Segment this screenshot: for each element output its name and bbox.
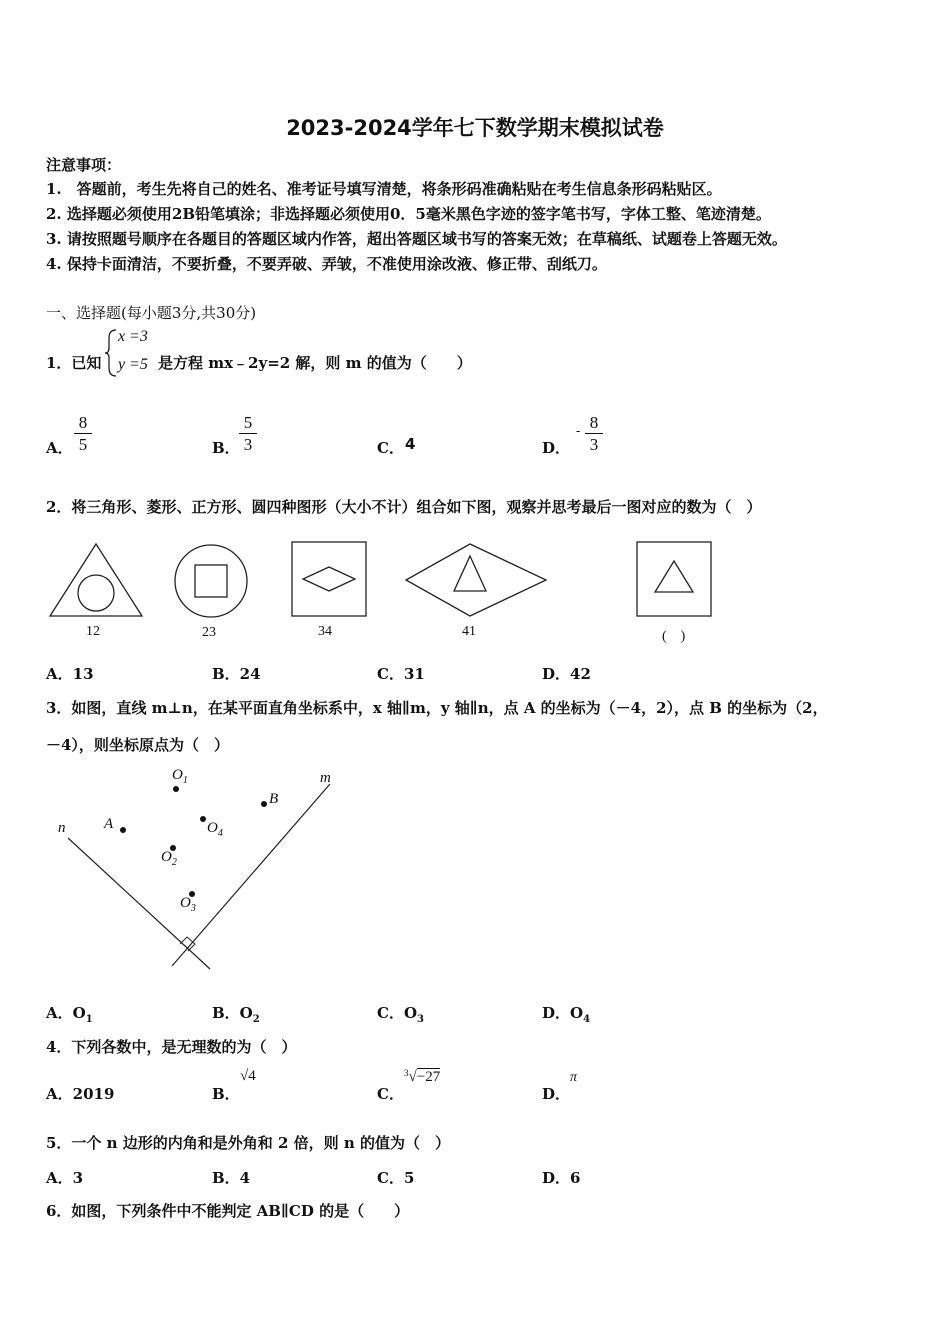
q3-label-o3-sub: 3 [190, 903, 196, 914]
notice-item-3: 3. 请按照题号顺序在各题目的答题区域内作答，超出答题区域书写的答案无效；在草稿纸、试题卷上答题无效。 [46, 230, 787, 248]
q2-figure-square-triangle [637, 542, 711, 616]
q3-figure [50, 766, 350, 976]
q4-option-d-expr: π [570, 1070, 578, 1085]
q2-figure-label-1: 12 [86, 624, 100, 639]
q1-b-num: 5 [243, 413, 253, 432]
q3-label-o1-letter: O [172, 767, 183, 783]
q1-b-den: 3 [239, 433, 257, 455]
q4-option-c-expr [404, 1068, 440, 1086]
q3-label-a: A [104, 816, 114, 832]
q2-figure-square-diamond [292, 542, 366, 616]
q4-option-c-index: 3 [404, 1068, 409, 1078]
q1-option-c-label: C． [377, 439, 404, 457]
q3-option-c [377, 1002, 424, 1025]
notice-item-2: 2. 选择题必须使用2B铅笔填涂；非选择题必须使用0．5毫米黑色字迹的签字笔书写，字体工整、笔迹清楚。 [46, 205, 771, 223]
q3-point-b [261, 801, 267, 807]
q3-line-m [172, 784, 330, 966]
q4-option-a: A．2019 [46, 1085, 115, 1103]
q1-option-c-value: 4 [405, 435, 416, 453]
page-title: 2023-2024学年七下数学期末模拟试卷 [286, 116, 664, 140]
q1-brace [104, 328, 118, 378]
q6-text: 6．如图，下列条件中不能判定 AB∥CD 的是（ ） [46, 1202, 410, 1220]
q3-label-n: n [58, 820, 66, 836]
q3-label-o4 [207, 820, 223, 839]
q1-suffix: 是方程 mx﹣2y=2 解，则 m 的值为（ ） [158, 354, 472, 372]
q3-option-c-sub: 3 [417, 1014, 424, 1025]
q1-d-den: 3 [585, 433, 603, 455]
q5-option-b: B．4 [212, 1169, 251, 1187]
q3-point-o1 [173, 786, 179, 792]
q3-option-b-label: B．O [212, 1004, 253, 1022]
q2-option-c: C．31 [377, 665, 425, 683]
q4-option-c-radicand: −27 [416, 1069, 441, 1085]
q1-a-num: 8 [78, 413, 88, 432]
q1-eq1: x =3 [118, 328, 148, 345]
q3-label-b: B [269, 791, 279, 807]
q1-option-a-label: A． [46, 439, 73, 457]
q2-figure-label-4: 41 [462, 624, 476, 639]
section-heading: 一、选择题(每小题3分,共30分) [46, 304, 257, 322]
q3-text-line2: －4），则坐标原点为（ ） [46, 736, 229, 754]
q2-text: 2．将三角形、菱形、正方形、圆四种图形（大小不计）组合如下图，观察并思考最后一图对应的数为（ ） [46, 498, 762, 516]
q5-text: 5．一个 n 边形的内角和是外角和 2 倍，则 n 的值为（ ） [46, 1134, 451, 1152]
q2-option-b: B．24 [212, 665, 261, 683]
q2-figure-row [46, 536, 726, 646]
q4-option-d-label: D． [542, 1085, 571, 1103]
q2-figure-diamond-triangle [406, 544, 546, 616]
q1-option-b-fraction [239, 412, 257, 455]
q2-figure-label-3: 34 [318, 624, 332, 639]
q1-option-d-label: D． [542, 439, 571, 457]
q3-point-a [120, 827, 126, 833]
q3-label-o4-sub: 4 [217, 828, 223, 839]
q3-option-d-label: D．O [542, 1004, 584, 1022]
q3-option-c-label: C．O [377, 1004, 418, 1022]
q3-option-d [542, 1002, 590, 1025]
q4-option-c-radical: √ [408, 1069, 417, 1085]
q2-option-a: A．13 [46, 665, 94, 683]
q3-option-a-sub: 1 [85, 1014, 93, 1025]
q4-option-c-label: C． [377, 1085, 404, 1103]
notice-heading: 注意事项： [46, 156, 122, 174]
q3-option-b [212, 1002, 260, 1025]
q3-text-line1: 3．如图，直线 m⊥n，在某平面直角坐标系中，x 轴∥m，y 轴∥n，点 A 的坐标为（－4，2），点 B 的坐标为（2， [46, 699, 828, 717]
q3-label-o2 [161, 849, 177, 868]
q1-option-a-fraction [74, 412, 92, 455]
q4-text: 4．下列各数中，是无理数的为（ ） [46, 1038, 297, 1056]
q3-option-d-sub: 4 [583, 1014, 591, 1025]
q3-label-o2-sub: 2 [171, 857, 177, 868]
q3-option-a-label: A．O [46, 1004, 86, 1022]
q3-label-o3-letter: O [180, 895, 191, 911]
q3-option-a [46, 1002, 93, 1025]
q1-a-den: 5 [74, 433, 92, 455]
q1-option-b-label: B． [212, 439, 240, 457]
notice-item-4: 4. 保持卡面清洁，不要折叠，不要弄破、弄皱，不准使用涂改液、修正带、刮纸刀。 [46, 255, 607, 273]
q5-option-d: D．6 [542, 1169, 581, 1187]
q4-option-b-label: B． [212, 1085, 240, 1103]
q5-option-a: A．3 [46, 1169, 84, 1187]
q2-figure-triangle-circle [50, 544, 142, 616]
q4-option-b-expr: √4 [240, 1068, 256, 1084]
q3-label-m: m [320, 770, 331, 786]
q2-option-d: D．42 [542, 665, 591, 683]
q1-option-d-sign: - [576, 424, 581, 439]
q3-label-o2-letter: O [161, 849, 172, 865]
q1-option-d-fraction [585, 412, 603, 455]
q3-label-o4-letter: O [207, 820, 218, 836]
notice-item-1: 1. 答题前，考生先将自己的姓名、准考证号填写清楚，将条形码准确粘贴在考生信息条形码粘贴区。 [46, 180, 722, 198]
q2-figure-circle-square [175, 545, 247, 617]
q1-d-num: 8 [589, 413, 599, 432]
q1-eq2: y =5 [118, 356, 148, 373]
q3-label-o1-sub: 1 [182, 775, 188, 786]
q2-figure-label-2: 23 [202, 625, 216, 640]
q3-label-o1 [172, 767, 188, 786]
q5-option-c: C．5 [377, 1169, 415, 1187]
q2-figure-label-5: ( ) [662, 629, 686, 644]
q3-option-b-sub: 2 [252, 1014, 260, 1025]
q3-point-o4 [200, 816, 206, 822]
q3-label-o3 [180, 895, 196, 914]
q1-prefix: 1．已知 [46, 354, 102, 372]
